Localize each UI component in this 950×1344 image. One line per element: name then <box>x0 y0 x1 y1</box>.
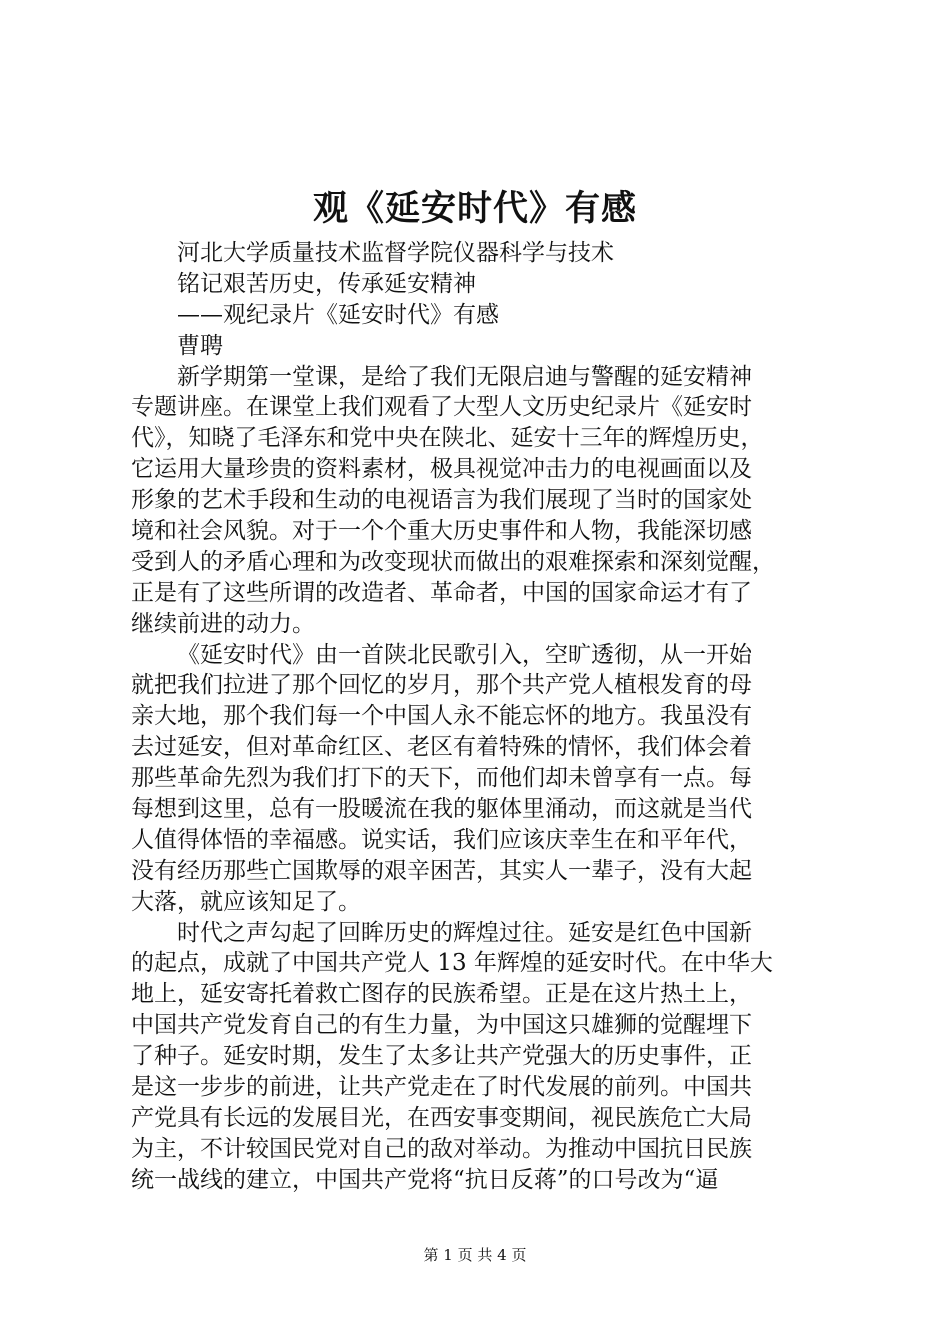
paragraph-3-line: 地上，延安寄托着救亡图存的民族希望。正是在这片热土上， <box>131 981 752 1008</box>
paragraph-2-line: 没有经历那些亡国欺辱的艰辛困苦，其实人一辈子，没有大起 <box>131 857 752 884</box>
paragraph-1-line: 境和社会风貌。对于一个个重大历史事件和人物，我能深切感 <box>131 518 752 545</box>
paragraph-3-line: 为主，不计较国民党对自己的敌对举动。为推动中国抗日民族 <box>131 1135 752 1162</box>
paragraph-2-line: 那些革命先烈为我们打下的天下，而他们却未曾享有一点。每 <box>131 765 752 792</box>
paragraph-1-line: 专题讲座。在课堂上我们观看了大型人文历史纪录片《延安时 <box>131 394 752 421</box>
paragraph-2-line: 去过延安，但对革命红区、老区有着特殊的情怀，我们体会着 <box>131 734 752 761</box>
paragraph-2-line: 大落，就应该知足了。 <box>131 888 361 915</box>
essay-subtitle: ——观纪录片《延安时代》有感 <box>177 301 499 328</box>
paragraph-1-line: 它运用大量珍贵的资料素材，极具视觉冲击力的电视画面以及 <box>131 456 752 483</box>
paragraph-1-line: 继续前进的动力。 <box>131 610 315 637</box>
paragraph-3-line: 是这一步步的前进，让共产党走在了时代发展的前列。中国共 <box>131 1074 752 1101</box>
paragraph-2-line: 每想到这里，总有一股暖流在我的躯体里涌动，而这就是当代 <box>131 796 752 823</box>
page-number-footer: 第 1 页 共 4 页 <box>423 1246 527 1264</box>
paragraph-1-line: 形象的艺术手段和生动的电视语言为我们展现了当时的国家处 <box>131 487 752 514</box>
paragraph-2-line: 亲大地，那个我们每一个中国人永不能忘怀的地方。我虽没有 <box>131 703 752 730</box>
author-affiliation: 河北大学质量技术监督学院仪器科学与技术 <box>177 240 614 266</box>
document-title: 观《延安时代》有感 <box>312 188 637 229</box>
author-name: 曹聘 <box>177 332 223 359</box>
document-body <box>131 238 831 1196</box>
paragraph-3-line: 统一战线的建立，中国共产党将“抗日反蒋”的口号改为“逼 <box>131 1166 719 1193</box>
essay-title: 铭记艰苦历史，传承延安精神 <box>177 270 476 297</box>
paragraph-2-line: 人值得体悟的幸福感。说实话，我们应该庆幸生在和平年代， <box>131 826 752 853</box>
paragraph-3-line: 中国共产党发育自己的有生力量，为中国这只雄狮的觉醒埋下 <box>131 1012 752 1039</box>
paragraph-1-line: 代》，知晓了毛泽东和党中央在陕北、延安十三年的辉煌历史， <box>131 425 764 452</box>
paragraph-3-line: 时代之声勾起了回眸历史的辉煌过往。延安是红色中国新 <box>177 919 752 946</box>
paragraph-1-line: 受到人的矛盾心理和为改变现状而做出的艰难探索和深刻觉醒， <box>131 548 775 575</box>
paragraph-2-line: 就把我们拉进了那个回忆的岁月，那个共产党人植根发育的母 <box>131 672 752 699</box>
paragraph-1-line: 新学期第一堂课，是给了我们无限启迪与警醒的延安精神 <box>177 363 752 390</box>
paragraph-3-line: 产党具有长远的发展目光，在西安事变期间，视民族危亡大局 <box>131 1104 752 1131</box>
paragraph-2-line: 《延安时代》由一首陕北民歌引入，空旷透彻，从一开始 <box>177 641 752 668</box>
paragraph-1-line: 正是有了这些所谓的改造者、革命者，中国的国家命运才有了 <box>131 579 752 606</box>
paragraph-3-line: 的起点，成就了中国共产党人 13 年辉煌的延安时代。在中华大 <box>131 950 773 977</box>
paragraph-3-line: 了种子。延安时期，发生了太多让共产党强大的历史事件，正 <box>131 1043 752 1070</box>
